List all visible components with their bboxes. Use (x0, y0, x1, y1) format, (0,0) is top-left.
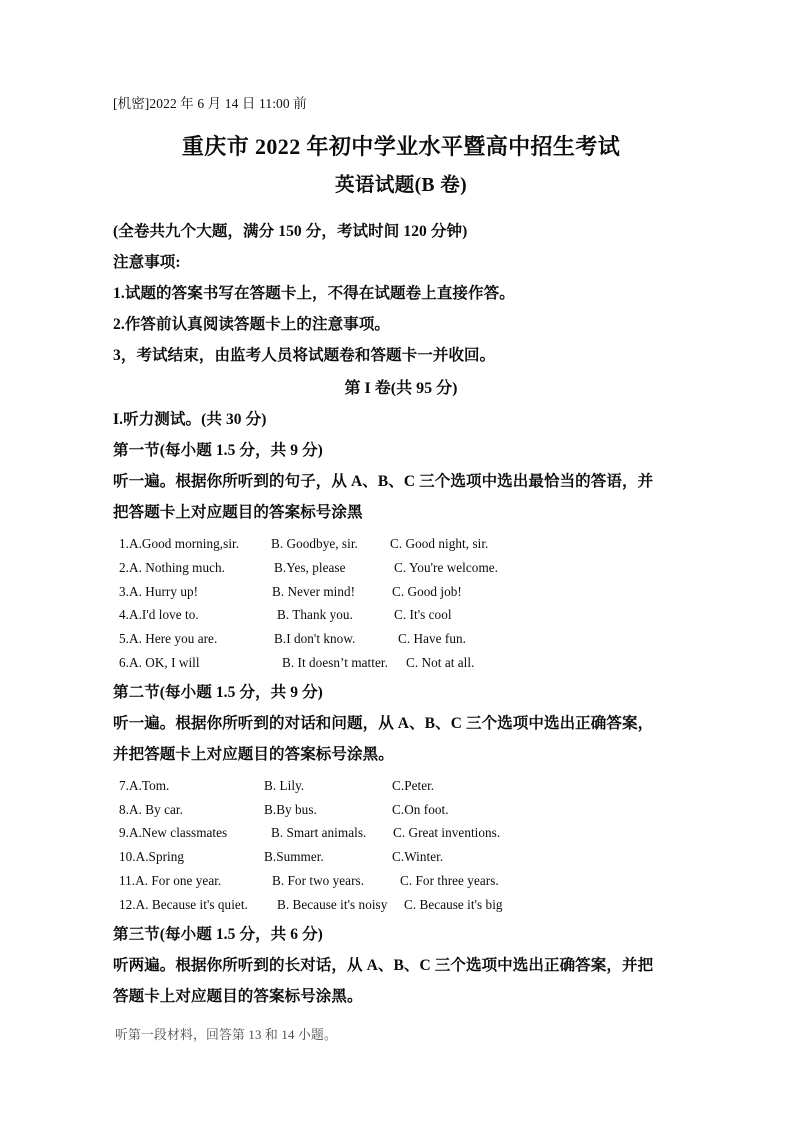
question-row (113, 845, 689, 869)
question-6-option-c[interactable]: C. Not at all. (406, 654, 475, 670)
question-row (113, 798, 689, 822)
question-10-option-a[interactable]: 10.A.Spring (119, 849, 185, 865)
question-row (113, 627, 689, 651)
question-1-option-c[interactable]: C. Good night, sir. (390, 536, 489, 551)
question-row (113, 869, 689, 893)
question-row (113, 580, 689, 604)
question-row (113, 532, 689, 556)
notice-item-1: 1.试题的答案书写在答题卡上，不得在试题卷上直接作答。 (113, 285, 515, 302)
question-2-option-b[interactable]: B.Yes, please (274, 559, 346, 575)
question-12-option-a[interactable]: 12.A. Because it's quiet. (119, 896, 248, 912)
page-subtitle: 英语试题(B 卷) (335, 175, 467, 196)
section-two-heading: 第二节(每小题 1.5 分，共 9 分) (113, 683, 323, 701)
question-3-option-a[interactable]: 3.A. Hurry up! (119, 583, 199, 599)
question-8-option-a[interactable]: 8.A. By car. (119, 801, 183, 817)
notice-heading: 注意事项: (113, 254, 181, 271)
listening-test-heading: I.听力测试。(共 30 分) (113, 411, 267, 428)
section-three-instruction-line-2: 答题卡上对应题目的答案标号涂黑。 (113, 987, 363, 1005)
section-one-question-list (113, 532, 689, 675)
question-9-option-c[interactable]: C. Great inventions. (393, 825, 501, 841)
question-row (113, 556, 689, 580)
question-1-option-a[interactable]: 1.A.Good morning,sir. (119, 536, 240, 551)
question-row (113, 774, 689, 798)
section-one-instruction-line-2: 把答题卡上对应题目的答案标号涂黑 (113, 504, 363, 521)
question-row (113, 893, 689, 917)
question-4-option-a[interactable]: 4.A.I'd love to. (119, 607, 199, 623)
question-11-option-c[interactable]: C. For three years. (400, 872, 499, 888)
page-title: 重庆市 2022 年初中学业水平暨高中招生考试 (181, 134, 621, 159)
question-2-option-a[interactable]: 2.A. Nothing much. (119, 559, 226, 575)
paper-part-heading: 第 I 卷(共 95 分) (344, 380, 458, 397)
section-three-instruction-line-1: 听两遍。根据你所听到的长对话，从 A、B、C 三个选项中选出正确答案，并把 (113, 956, 654, 974)
section-three-heading: 第三节(每小题 1.5 分，共 6 分) (113, 925, 323, 943)
question-5-option-c[interactable]: C. Have fun. (398, 631, 466, 647)
question-8-option-b[interactable]: B.By bus. (264, 801, 317, 817)
listening-material-note: 听第一段材料，回答第 13 和 14 小题。 (115, 1027, 337, 1042)
question-12-option-c[interactable]: C. Because it's big (404, 896, 503, 912)
section-two-instruction-line-1: 听一遍。根据你所听到的对话和问题，从 A、B、C 三个选项中选出正确答案， (113, 714, 654, 732)
notice-item-3: 3，考试结束，由监考人员将试题卷和答题卡一并收回。 (113, 347, 496, 364)
section-one-instruction-line-1: 听一遍。根据你所听到的句子，从 A、B、C 三个选项中选出最恰当的答语，并 (113, 473, 654, 490)
section-two-question-list (113, 774, 689, 917)
question-12-option-b[interactable]: B. Because it's noisy (277, 896, 388, 912)
question-1-option-b[interactable]: B. Goodbye, sir. (271, 536, 358, 551)
question-7-option-b[interactable]: B. Lily. (264, 777, 305, 793)
question-row (113, 821, 689, 845)
question-row (113, 651, 689, 675)
exam-notice-block (113, 216, 689, 371)
question-4-option-c[interactable]: C. It's cool (394, 607, 452, 623)
question-11-option-a[interactable]: 11.A. For one year. (119, 872, 222, 888)
question-8-option-c[interactable]: C.On foot. (392, 801, 449, 817)
question-10-option-b[interactable]: B.Summer. (264, 849, 324, 865)
section-one-heading: 第一节(每小题 1.5 分，共 9 分) (113, 442, 323, 459)
question-5-option-a[interactable]: 5.A. Here you are. (119, 631, 218, 647)
question-7-option-a[interactable]: 7.A.Tom. (119, 777, 170, 793)
page-content (113, 94, 689, 1048)
question-6-option-b[interactable]: B. It doesn’t matter. (282, 654, 388, 670)
question-4-option-b[interactable]: B. Thank you. (277, 607, 353, 623)
question-9-option-b[interactable]: B. Smart animals. (271, 825, 367, 841)
confidential-notice: [机密]2022 年 6 月 14 日 11:00 前 (113, 96, 307, 111)
question-7-option-c[interactable]: C.Peter. (392, 777, 435, 793)
question-10-option-c[interactable]: C.Winter. (392, 849, 444, 865)
section-two-instruction-line-2: 并把答题卡上对应题目的答案标号涂黑。 (113, 745, 394, 763)
question-5-option-b[interactable]: B.I don't know. (274, 631, 356, 647)
question-6-option-a[interactable]: 6.A. OK, I will (119, 654, 200, 670)
question-11-option-b[interactable]: B. For two years. (272, 872, 365, 888)
question-row (113, 603, 689, 627)
question-9-option-a[interactable]: 9.A.New classmates (119, 825, 228, 841)
question-3-option-b[interactable]: B. Never mind! (272, 583, 356, 599)
exam-info-line: (全卷共九个大题，满分 150 分，考试时间 120 分钟) (113, 223, 468, 240)
question-2-option-c[interactable]: C. You're welcome. (394, 559, 499, 575)
notice-item-2: 2.作答前认真阅读答题卡上的注意事项。 (113, 316, 391, 333)
question-3-option-c[interactable]: C. Good job! (392, 583, 462, 599)
